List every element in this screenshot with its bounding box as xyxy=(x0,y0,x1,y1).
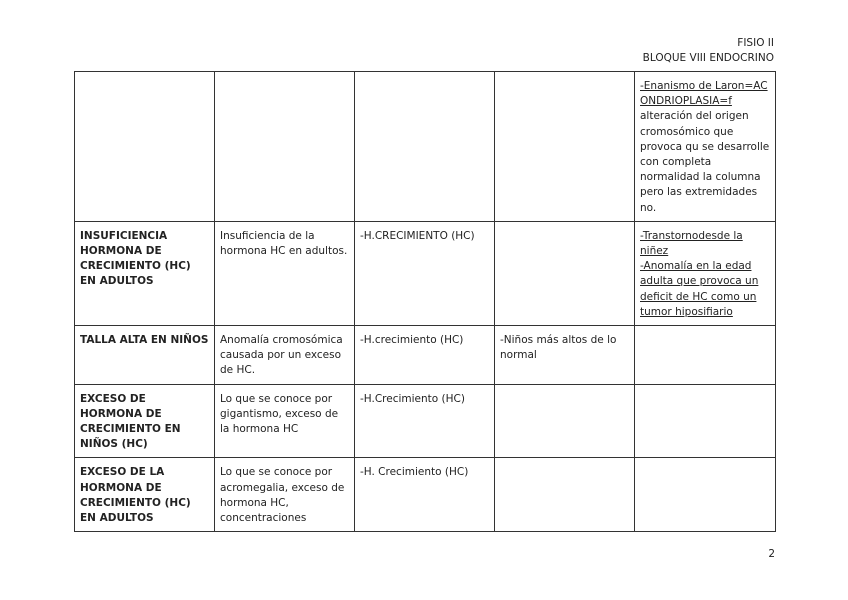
condition-cell: INSUFICIENCIA HORMONA DE CRECIMIENTO (HC) EN ADULTOS xyxy=(75,221,215,325)
hormone-cell: -H.CRECIMIENTO (HC) xyxy=(355,221,495,325)
note-text: alteración del origen cromosómico que provoca qu se desarrolle con completa normalidad la columna pero las extremidades no. xyxy=(640,110,770,214)
table-row xyxy=(75,72,776,222)
header-course: FISIO II xyxy=(737,37,774,49)
definition-cell: Lo que se conoce por acromegalia, exceso de hormona HC, concentraciones xyxy=(215,458,355,532)
note-line: -Transtornodesde la niñez xyxy=(640,229,743,258)
page-header xyxy=(643,36,774,66)
condition-cell: EXCESO DE LA HORMONA DE CRECIMIENTO (HC) EN ADULTOS xyxy=(75,458,215,532)
symptoms-cell xyxy=(495,221,635,325)
table-row xyxy=(75,221,776,325)
hormone-cell xyxy=(355,72,495,222)
symptoms-cell xyxy=(495,458,635,532)
note-cell xyxy=(635,384,776,458)
page-number: 2 xyxy=(768,548,775,560)
symptoms-cell xyxy=(495,72,635,222)
table-row xyxy=(75,326,776,385)
condition-cell xyxy=(75,72,215,222)
definition-cell: Anomalía cromosómica causada por un exceso de HC. xyxy=(215,326,355,385)
hormone-cell: -H.Crecimiento (HC) xyxy=(355,384,495,458)
symptoms-cell xyxy=(495,384,635,458)
condition-cell: EXCESO DE HORMONA DE CRECIMIENTO EN NIÑOS (HC) xyxy=(75,384,215,458)
note-cell xyxy=(635,72,776,222)
definition-cell: Lo que se conoce por gigantismo, exceso de la hormona HC xyxy=(215,384,355,458)
note-underlined: -Enanismo de Laron=ACONDRIOPLASIA=f xyxy=(640,80,768,108)
note-line: -Anomalía en la edad adulta que provoca un deficit de HC como un tumor hiposifiario xyxy=(640,260,759,318)
note-cell xyxy=(635,458,776,532)
definition-cell xyxy=(215,72,355,222)
definition-cell: Insuficiencia de la hormona HC en adultos. xyxy=(215,221,355,325)
table-row xyxy=(75,384,776,458)
note-cell xyxy=(635,221,776,325)
header-block: BLOQUE VIII ENDOCRINO xyxy=(642,52,774,64)
endocrine-table xyxy=(74,71,776,532)
hormone-cell: -H.crecimiento (HC) xyxy=(355,326,495,385)
hormone-cell: -H. Crecimiento (HC) xyxy=(355,458,495,532)
note-cell xyxy=(635,326,776,385)
symptoms-cell: -Niños más altos de lo normal xyxy=(495,326,635,385)
condition-cell: TALLA ALTA EN NIÑOS xyxy=(75,326,215,385)
table-row xyxy=(75,458,776,532)
